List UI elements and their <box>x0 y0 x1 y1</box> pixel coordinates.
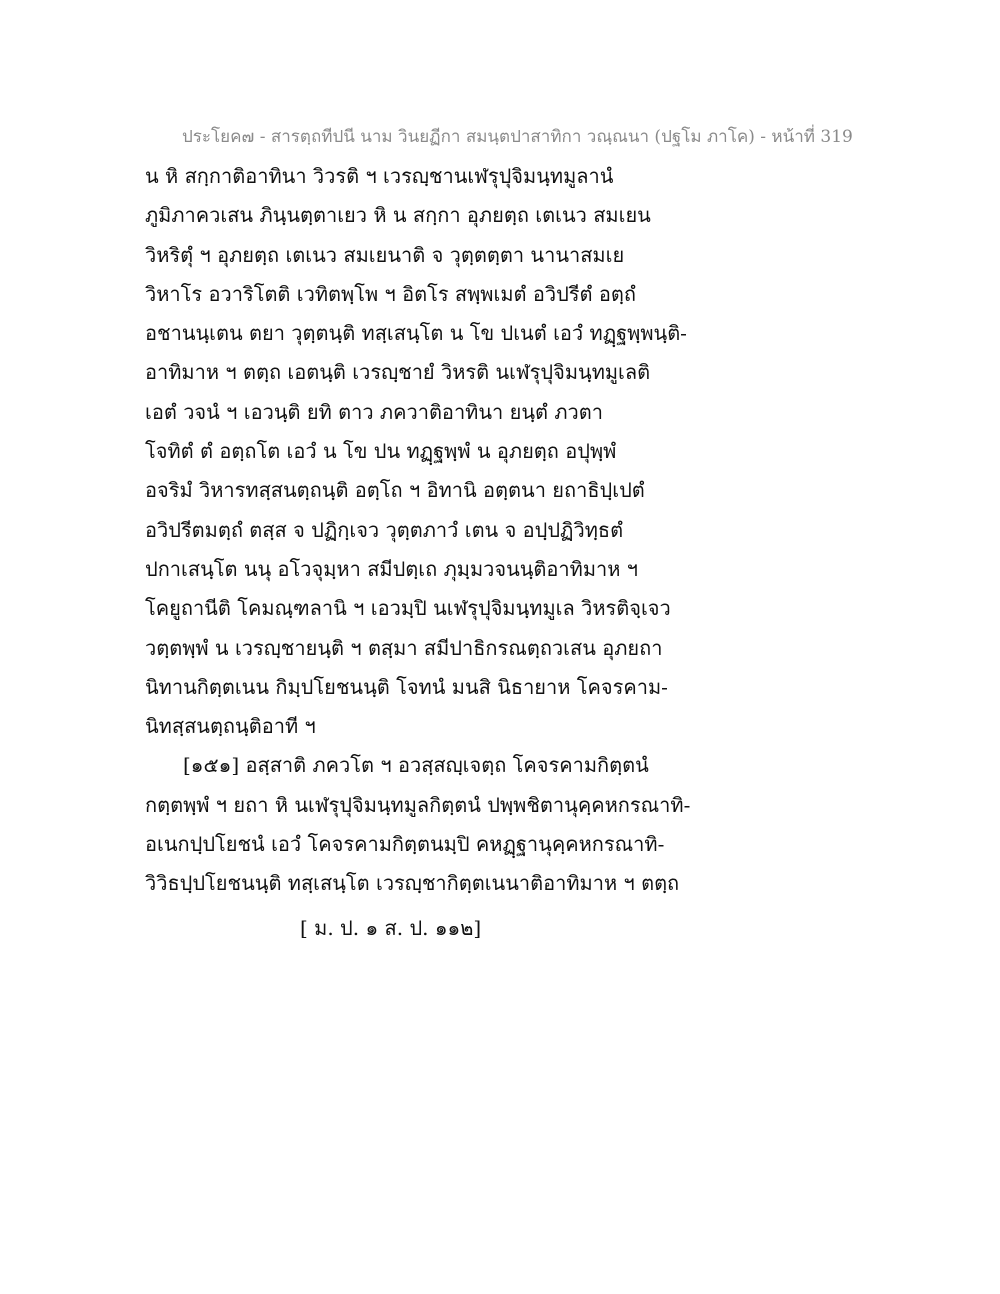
paragraph-start-line: [๑๕๑] อสฺสาติ ภควโต ฯ อวสฺสญฺเจตฺถ โคจรคามกิตฺตนํ <box>183 753 649 778</box>
text-line: วตฺตพฺพํ น เวรญฺชายนฺติ ฯ ตสฺมา สมีปาธิกรณตฺถวเสน อุภยถา <box>145 635 663 660</box>
text-line: น หิ สกฺกาติอาทินา วิวรติ ฯ เวรญฺชานเฬรุปุจิมนฺทมูลานํ <box>145 164 614 188</box>
text-line: นิทสฺสนตฺถนฺติอาที ฯ <box>145 714 316 739</box>
text-line: วิหริตุํ ฯ อุภยตฺถ เตเนว สมเยนาติ จ วุตฺตตฺตา นานาสมเย <box>145 242 625 267</box>
text-line: อเนกปฺปโยชนํ เอวํ โคจรคามกิตฺตนมฺปิ คหฏฺฐานุคฺคหกรณาทิ- <box>145 832 665 857</box>
running-header: ประโยค๗ - สารตฺถทีปนี นาม วินยฏีกา สมนฺตปาสาทิกา วณฺณนา (ปฐโม ภาโค) - หน้าที่ 319 <box>182 127 853 147</box>
text-line: ปกาเสนฺโต นนุ อโวจุมฺหา สมีปตฺเถ ภุมฺมวจนนฺติอาทิมาห ฯ <box>145 556 639 581</box>
text-line: กตฺตพฺพํ ฯ ยถา หิ นเฬรุปุจิมนฺทมูลกิตฺตนํ ปพฺพชิตานุคฺคหกรณาทิ- <box>145 792 691 817</box>
body-text <box>145 157 865 904</box>
text-line: โคยูถานีติ โคมณฺฑลานิ ฯ เอวมฺปิ นเฬรุปุจิมนฺทมูเล วิหรติจฺเจว <box>145 596 671 621</box>
text-line: อจริมํ วิหารทสฺสนตฺถนฺติ อตฺโถ ฯ อิทานิ อตฺตนา ยถาธิปฺเปตํ <box>145 478 645 503</box>
text-line: อาทิมาห ฯ ตตฺถ เอตนฺติ เวรญฺชายํ วิหรติ นเฬรุปุจิมนฺทมูเลติ <box>145 360 651 385</box>
text-line: โจทิตํ ตํ อตฺถโต เอวํ น โข ปน ทฏฺฐพฺพํ น อุภยตฺถ อปุพฺพํ <box>145 439 617 464</box>
text-line: ภูมิภาควเสน ภินฺนตฺตาเยว หิ น สกฺกา อุภยตฺถ เตเนว สมเยน <box>145 203 651 228</box>
text-line: วิวิธปฺปโยชนนฺติ ทสฺเสนฺโต เวรญฺชากิตฺตเนนาติอาทิมาห ฯ ตตฺถ <box>145 871 680 896</box>
text-line: อชานนฺเตน ตยา วุตฺตนฺติ ทสฺเสนฺโต น โข ปเนตํ เอวํ ทฏฺฐพฺพนฺติ- <box>145 321 687 346</box>
text-line: นิทานกิตฺตเนน กิมฺปโยชนนฺติ โจทนํ มนสิ นิธายาห โคจรคาม- <box>145 674 668 699</box>
footnote-reference: [ ม. ป. ๑ ส. ป. ๑๑๒] <box>300 916 482 940</box>
text-line: วิหาโร อวาริโตติ เวทิตพฺโพ ฯ อิตโร สพฺพเมตํ อวิปรีตํ อตฺถํ <box>145 281 636 306</box>
text-line: อวิปรีตมตฺถํ ตสฺส จ ปฏิกฺเจว วุตฺตภาวํ เตน จ อปฺปฏิวิทฺธตํ <box>145 517 624 542</box>
text-line: เอตํ วจนํ ฯ เอวนฺติ ยทิ ตาว ภควาติอาทินา ยนฺตํ ภวตา <box>145 399 603 424</box>
